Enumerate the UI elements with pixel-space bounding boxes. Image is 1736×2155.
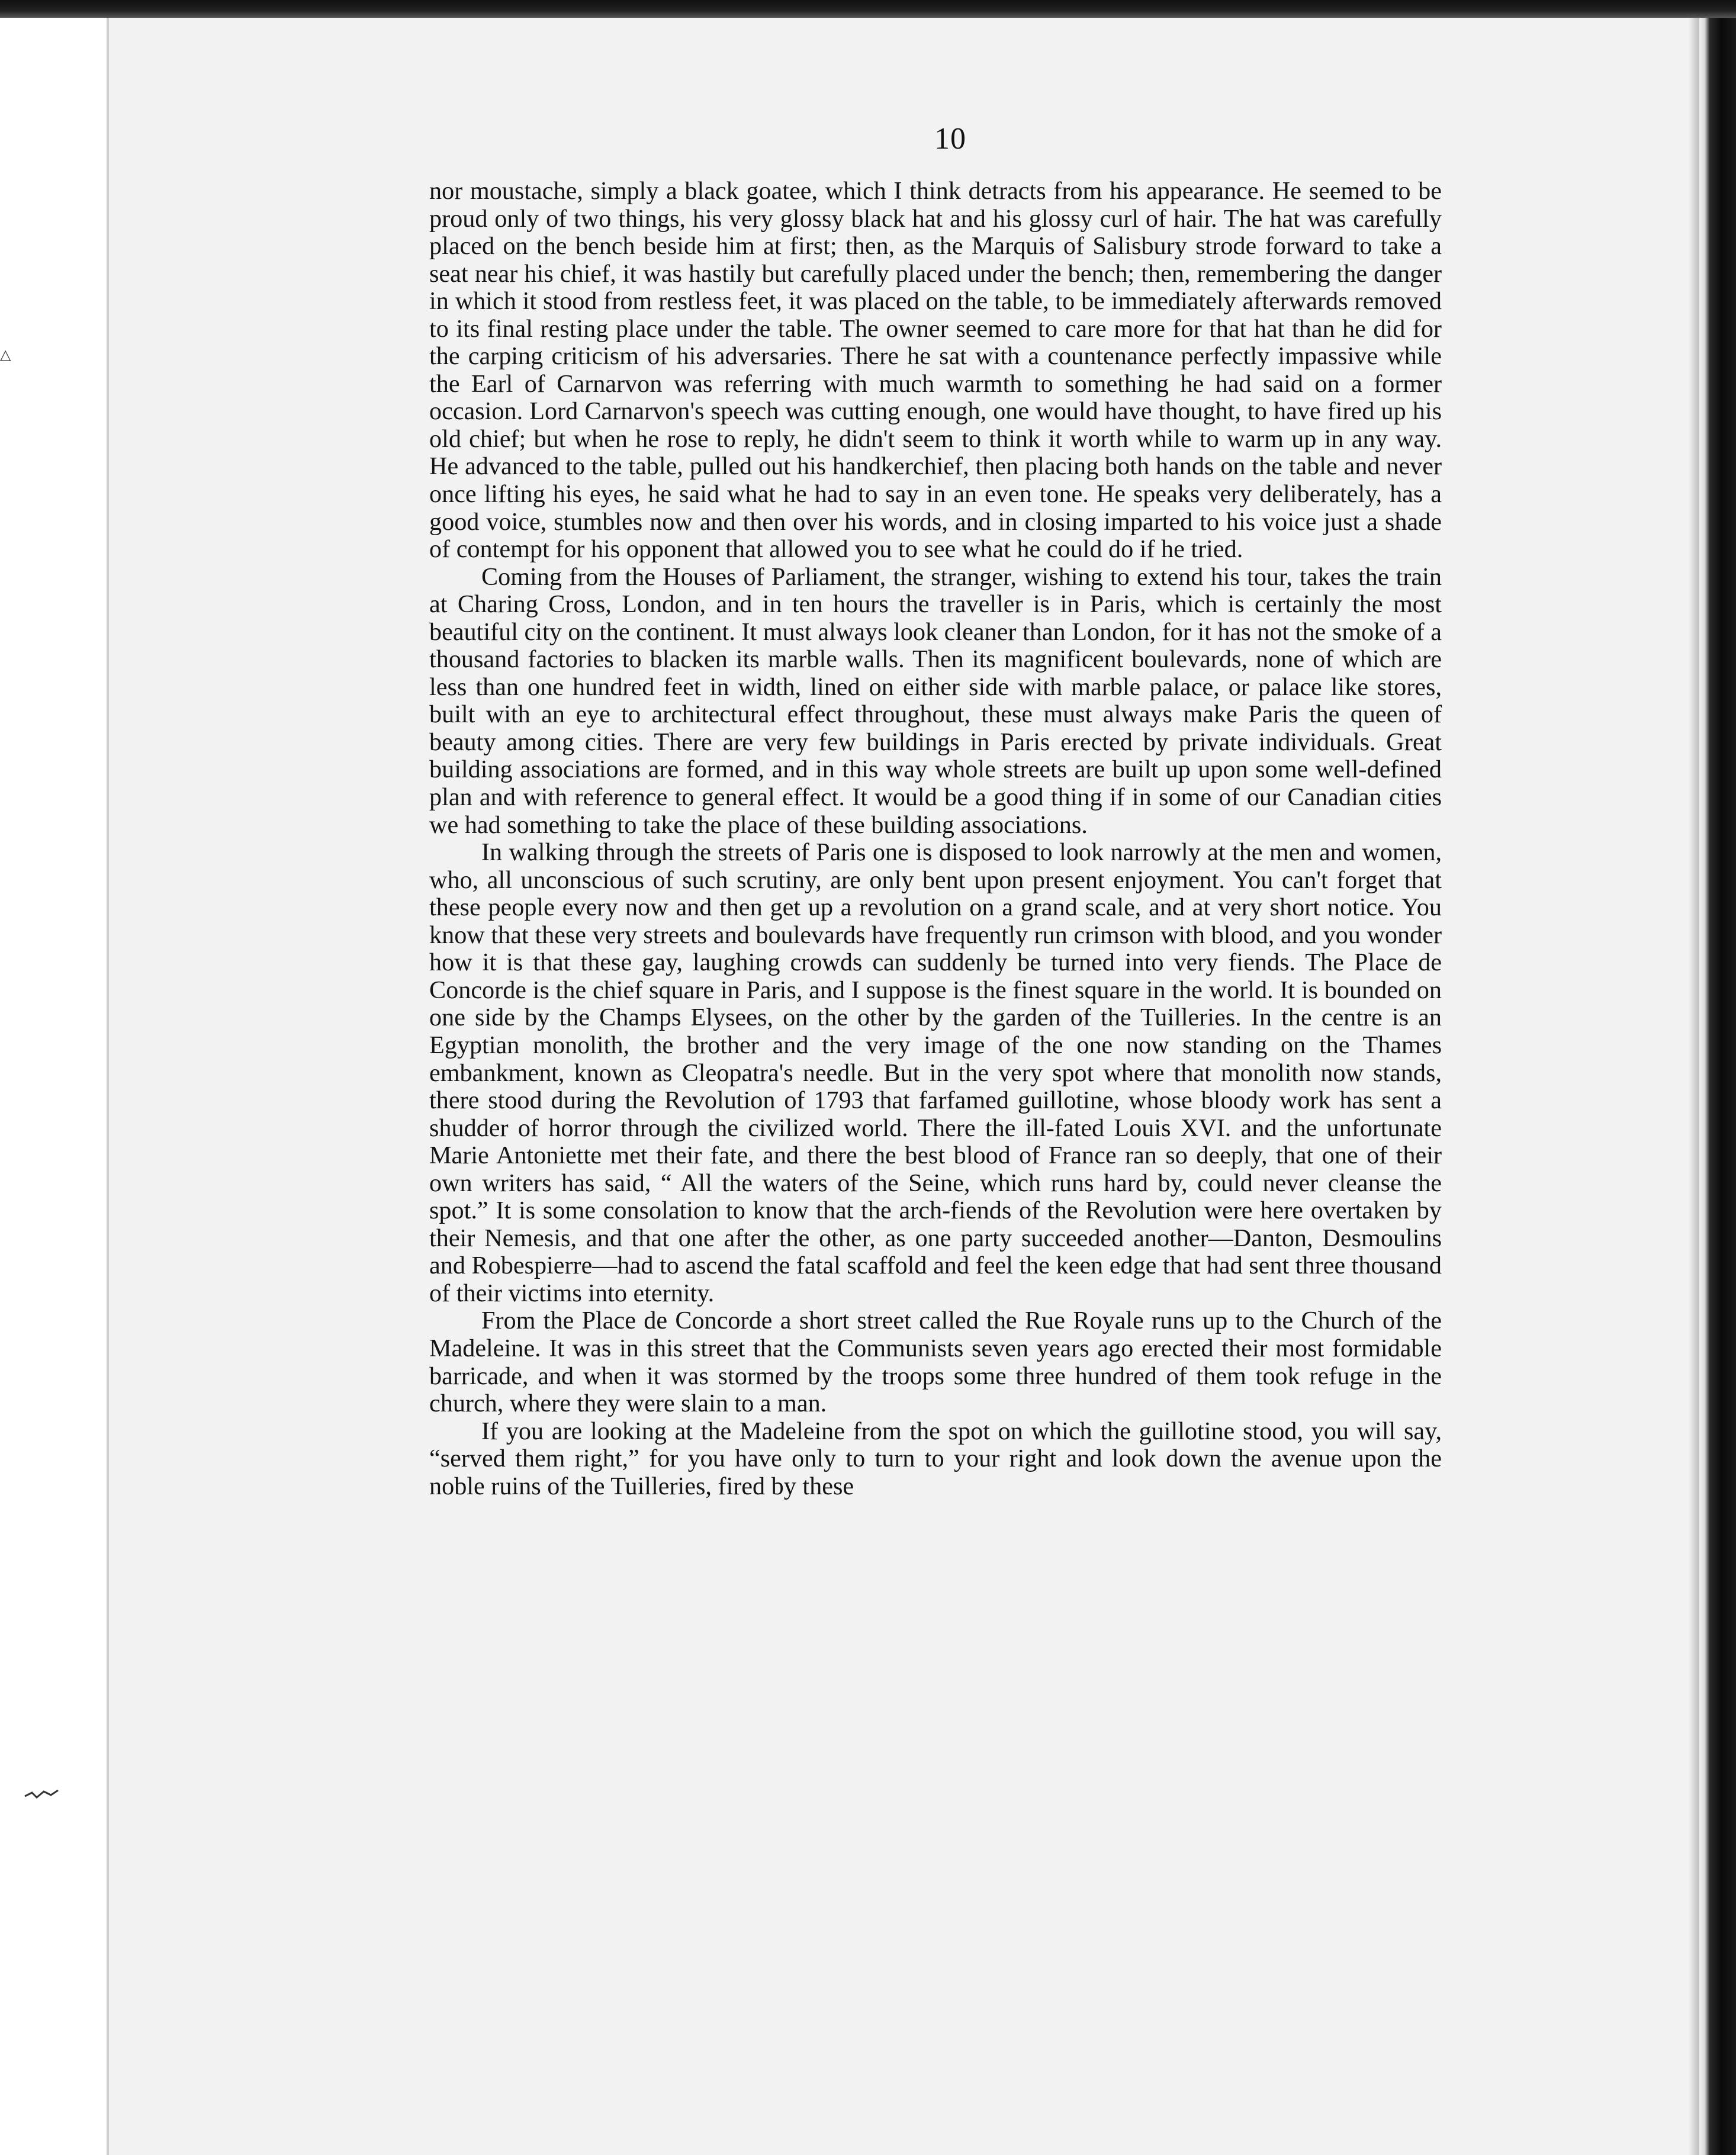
paragraph: From the Place de Concorde a short street called the Rue Royale runs up to the Church of the Madeleine. It was in this street that the Communists seven years ago erected their most formidable barricade, and when it was stormed by the troops some three hundred of them took refuge in the church, where they were slain to a man. xyxy=(429,1307,1442,1418)
paragraph: If you are looking at the Madeleine from the spot on which the guillotine stood, you will say, “served them right,” for you have only to turn to your right and look down the avenue upon the noble ruins of the Tuilleries, fired by these xyxy=(429,1417,1442,1500)
paragraph: In walking through the streets of Paris one is disposed to look narrowly at the men and women, who, all unconscious of such scrutiny, are only bent upon present enjoyment. You can't forget that these people every now and then get up a revolution on a grand scale, and at very short notice. You know that these very streets and boulevards have frequently run crimson with blood, and you wonder how it is that these gay, laughing crowds can suddenly be turned into very fiends. The Place de Concorde is the chief square in Paris, and I suppose is the finest square in the world. It is bounded on one side by the Champs Elysees, on the other by the garden of the Tuilleries. In the centre is an Egyptian monolith, the brother and the very image of the one now standing on the Thames embankment, known as Cleopatra's needle. But in the very spot where that monolith now stands, there stood during the Revolution of 1793 that farfamed guillotine, whose bloody work has sent a shudder of horror through the civilized world. There the ill-fated Louis XVI. and the unfortunate Marie Antoniette met their fate, and there the best blood of France ran so deeply, that one of their own writers has said, “ All the waters of the Seine, which runs hard by, could never cleanse the spot.” It is some consolation to know that the arch-fiends of the Revolution were here overtaken by their Nemesis, and that one after the other, as one party succeeded another—Danton, Desmoulins and Robespierre—had to ascend the fatal scaffold and feel the keen edge that had sent three thousand of their victims into eternity. xyxy=(429,838,1442,1307)
binding-edge xyxy=(1689,18,1699,2155)
scan-artifact-scribble xyxy=(24,1788,59,1800)
binding-shadow xyxy=(1699,18,1736,2155)
scan-artifact-mark: △ xyxy=(0,346,11,363)
paragraph: Coming from the Houses of Parliament, the stranger, wishing to extend his tour, takes the train at Charing Cross, London, and in ten hours the traveller is in Paris, which is certainly the most beautiful city on the continent. It must always look cleaner than London, for it has not the smoke of a thousand factories to blacken its marble walls. Then its magnificent boulevards, none of which are less than one hundred feet in width, lined on either side with marble palace, or palace like stores, built with an eye to architectural effect throughout, these must always make Paris the queen of beauty among cities. There are very few buildings in Paris erected by private individuals. Great building associations are formed, and in this way whole streets are built up upon some well-defined plan and with reference to general effect. It would be a good thing if in some of our Canadian cities we had something to take the place of these building associations. xyxy=(429,562,1442,839)
scan-border-top xyxy=(0,0,1736,18)
body-text xyxy=(429,178,1442,1500)
paragraph: nor moustache, simply a black goatee, which I think detracts from his appearance. He seemed to be proud only of two things, his very glossy black hat and his glossy curl of hair. The hat was carefully placed on the bench beside him at first; then, as the Marquis of Salisbury strode forward to take a seat near his chief, it was hastily but carefully placed under the bench; then, remembering the danger in which it stood from restless feet, it was placed on the table, to be immediately afterwards removed to its final resting place under the table. The owner seemed to care more for that hat than he did for the carping criticism of his adversaries. There he sat with a countenance perfectly impassive while the Earl of Carnarvon was referring with much warmth to something he had said on a former occasion. Lord Carnarvon's speech was cutting enough, one would have thought, to have fired up his old chief; but when he rose to reply, he didn't seem to think it worth while to warm up in any way. He advanced to the table, pulled out his handkerchief, then placing both hands on the table and never once lifting his eyes, he said what he had to say in an even tone. He speaks very deliberately, has a good voice, stumbles now and then over his words, and in closing imparted to his voice just a shade of contempt for his opponent that allowed you to see what he could do if he tried. xyxy=(429,177,1442,564)
scan-margin-left xyxy=(0,18,101,2155)
page-number: 10 xyxy=(934,122,966,156)
